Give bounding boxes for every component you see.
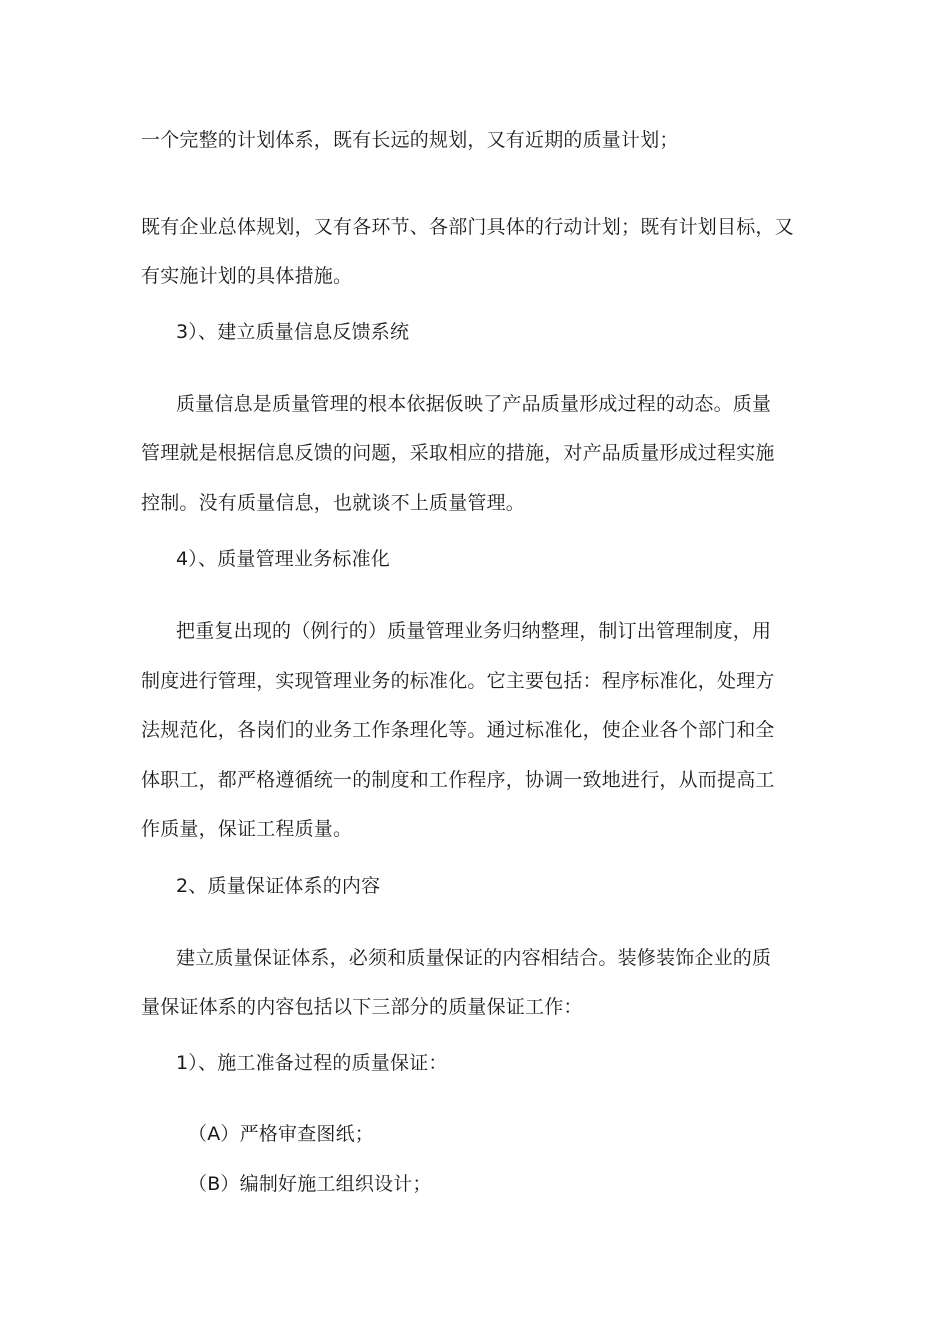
section-heading: 2、质量保证体系的内容 (176, 875, 381, 897)
paragraph-line: 体职工，都严格遵循统一的制度和工作程序，协调一致地进行，从而提高工 (141, 769, 775, 791)
list-item: （B）编制好施工组织设计； (188, 1173, 432, 1195)
paragraph-line: 量保证体系的内容包括以下三部分的质量保证工作： (141, 996, 583, 1018)
paragraph-line: 一个完整的计划体系，既有长远的规划，又有近期的质量计划； (141, 129, 679, 151)
paragraph-line: 法规范化，各岗们的业务工作条理化等。通过标准化，使企业各个部门和全 (141, 719, 775, 741)
paragraph-line: 控制。没有质量信息，也就谈不上质量管理。 (141, 492, 526, 514)
section-heading: 1）、施工准备过程的质量保证： (176, 1052, 448, 1074)
paragraph-line: 建立质量保证体系，必须和质量保证的内容相结合。装修装饰企业的质 (176, 947, 772, 969)
paragraph-line: 管理就是根据信息反馈的问题，采取相应的措施，对产品质量形成过程实施 (141, 442, 775, 464)
paragraph-line: 质量信息是质量管理的根本依据仮映了产品质量形成过程的动态。质量 (176, 393, 772, 415)
paragraph-line: 把重复出现的（例行的）质量管理业务归纳整理，制订出管理制度，用 (176, 620, 772, 642)
section-heading: 3）、建立质量信息反馈系统 (176, 321, 410, 343)
list-item: （A）严格审查图纸； (188, 1123, 374, 1145)
paragraph-line: 有实施计划的具体措施。 (141, 265, 353, 287)
paragraph-line: 作质量，保证工程质量。 (141, 818, 353, 840)
paragraph-line: 既有企业总体规划，又有各环节、各部门具体的行动计划；既有计划目标，又 (141, 216, 794, 238)
paragraph-line: 制度进行管理，实现管理业务的标准化。它主要包括：程序标准化，处理方 (141, 670, 775, 692)
section-heading: 4）、质量管理业务标准化 (176, 548, 390, 570)
